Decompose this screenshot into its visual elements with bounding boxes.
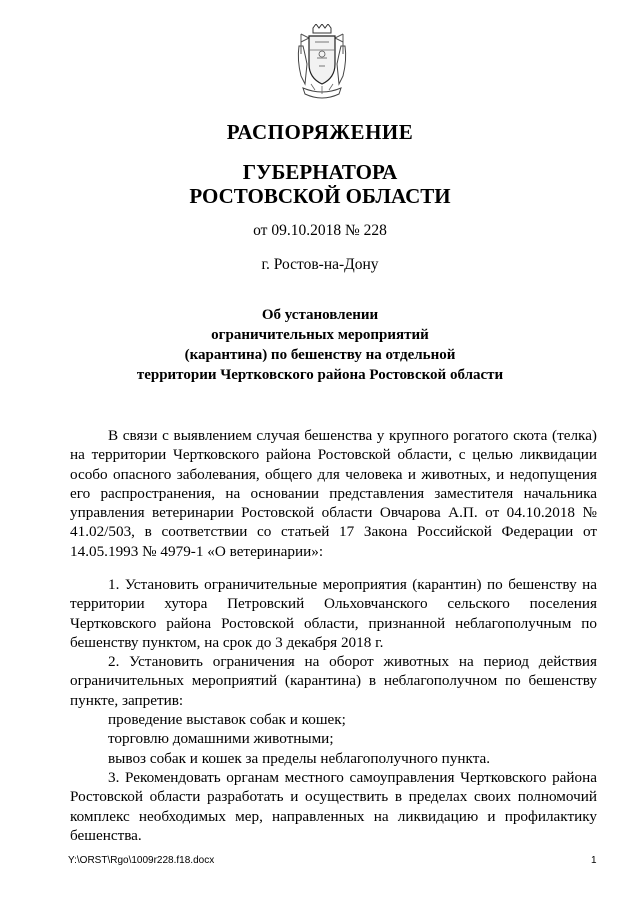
decree-items xyxy=(70,575,597,845)
date-and-number: от 09.10.2018 № 228 xyxy=(253,222,387,239)
subject-line-3: (карантина) по бешенству на отдельной xyxy=(184,347,456,363)
item-2-sub-1: проведение выставок собак и кошек; xyxy=(108,711,346,729)
city: г. Ростов-на-Дону xyxy=(261,256,379,273)
subject-line-2: ограничительных мероприятий xyxy=(211,327,429,343)
subject-line-4: территории Чертковского района Ростовской области xyxy=(136,367,504,383)
coat-of-arms-icon xyxy=(295,24,349,102)
document-subject xyxy=(0,305,640,385)
subject-line-1: Об установлении xyxy=(261,307,379,323)
item-2-sub-2: торговлю домашними животными; xyxy=(108,730,334,748)
issuer-line-2: РОСТОВСКОЙ ОБЛАСТИ xyxy=(189,184,451,208)
item-3: 3. Рекомендовать органам местного самоуправления Чертковского района Ростовской области разработать и осуществить в пределах своих полномочий комплекс необходимых мер, направленных на ликвидацию и профилактику бешенства. xyxy=(70,768,597,844)
file-path-footer: Y:\ORST\Rgo\1009r228.f18.docx xyxy=(68,855,215,866)
intro-paragraph: В связи с выявлением случая бешенства у крупного рогатого скота (телка) на территории Чертковского района Ростовской области, с целью ликвидации особо опасного заболевания, общего для человека и животных, и недопущения его распространения, на основании представления заместителя начальника управления ветеринарии Ростовской области Овчарова А.П. от 04.10.2018 № 41.02/503, в соответствии со статьей 17 Закона Российской Федерации от 14.05.1993 № 4979-1 «О ветеринарии»: xyxy=(70,427,597,560)
item-2: 2. Установить ограничения на оборот животных на период действия ограничительных мероприятий (карантина) в неблагополучном по бешенству пункте, запретив: xyxy=(70,653,597,709)
issuer-title xyxy=(0,160,640,208)
item-1: 1. Установить ограничительные мероприятия (карантин) по бешенству на территории хутора Петровский Ольховчанского сельского поселения Чертковского района Ростовской области, признанной неблагополучным по бешенству пунктом, на срок до 3 декабря 2018 г. xyxy=(70,576,597,651)
page-number: 1 xyxy=(591,855,597,866)
item-2-sub-3: вывоз собак и кошек за пределы неблагополучного пункта. xyxy=(108,749,491,767)
issuer-line-1: ГУБЕРНАТОРА xyxy=(242,160,398,184)
intro-section xyxy=(70,426,597,561)
document-type-title: РАСПОРЯЖЕНИЕ xyxy=(226,120,414,144)
